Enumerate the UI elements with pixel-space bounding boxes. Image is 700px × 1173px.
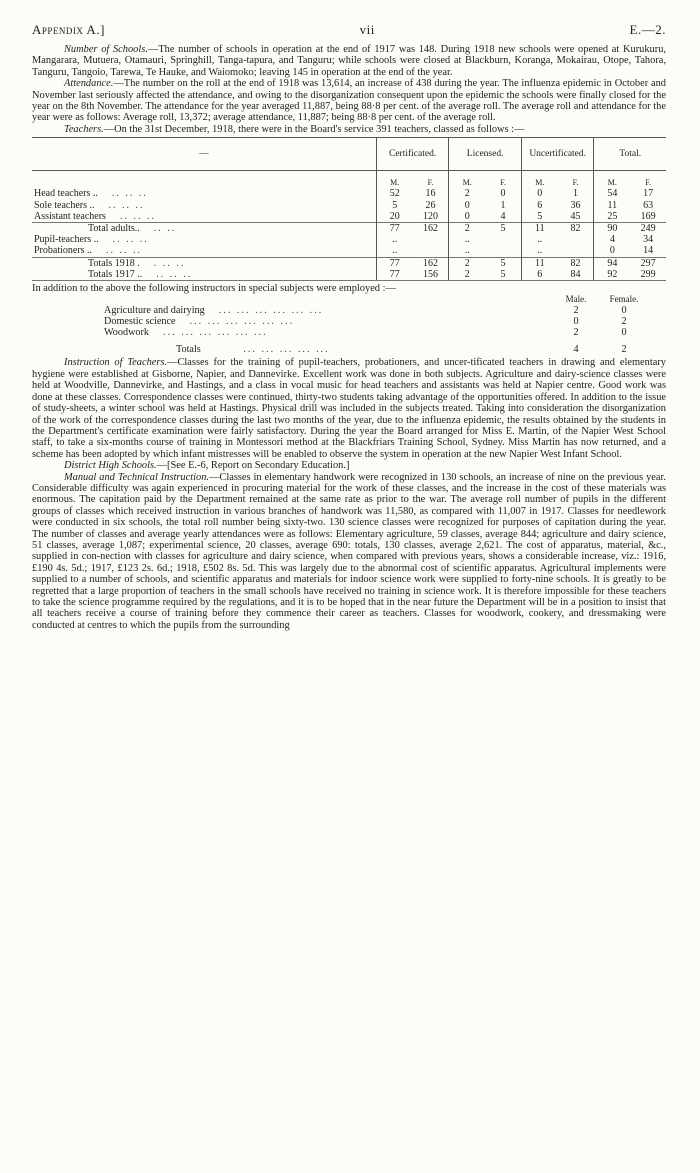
cell-value: 6 <box>521 200 557 211</box>
cell-value: 77 <box>376 269 412 281</box>
leader-dots: .. .. .. <box>111 188 148 200</box>
cell-value: 34 <box>643 234 654 246</box>
cell-value <box>485 234 521 245</box>
col-licensed: Licensed. <box>449 138 522 171</box>
cell-value: 17 <box>643 188 654 200</box>
cell-value: .. <box>449 234 485 245</box>
report-code: E.—2. <box>629 22 666 37</box>
list-item <box>104 305 648 316</box>
instructors-table <box>104 294 648 355</box>
cell-value: .. <box>376 245 412 257</box>
cell-value: 156 <box>413 269 449 281</box>
cell-value: 5 <box>521 211 557 223</box>
text-district: —[See E.-6, Report on Secondary Education.] <box>156 460 350 472</box>
cell-value: 297 <box>630 257 666 269</box>
cell-value: 11 <box>521 257 557 269</box>
female-count: 0 <box>621 327 627 339</box>
cell-value: 5 <box>485 269 521 281</box>
text-attendance: —The number on the roll at the end of 1918 was 13,614, an increase of 438 during the year. The influenza epidemic in October and November last seriously affected the attendance, and owing to the disorganization consequent upon the epidemic the schools were finally closed for the year on the 8th November. The attendance for the year averaged 11,887, being 88·8 per cent. of the average roll. The average roll and attendance for the year were as follows: Average roll, 13,372; average attendance, 11,887; being 88·8 per cent. of the average roll. <box>32 78 666 124</box>
leader-dots: ... ... ... ... ... <box>243 344 330 356</box>
paragraph-district <box>32 460 666 471</box>
page-number: vii <box>359 22 375 37</box>
col-female: Female. <box>609 294 639 305</box>
table-row <box>32 257 666 269</box>
cell-value: 82 <box>558 257 594 269</box>
cell-value: 92 <box>594 269 630 281</box>
cell-value: 5 <box>485 257 521 269</box>
cell-value: 90 <box>594 223 630 235</box>
paragraph-teachers <box>32 124 666 135</box>
cell-value <box>558 234 594 245</box>
total-female: 2 <box>621 344 627 356</box>
sub-m: M. <box>521 171 557 189</box>
lead-attendance: Attendance. <box>64 78 114 90</box>
cell-value <box>558 245 594 257</box>
lead-teachers: Teachers. <box>64 123 104 135</box>
cell-value: 1 <box>500 199 506 211</box>
cell-value: 63 <box>643 199 654 211</box>
cell-value: 162 <box>413 257 449 269</box>
col-certificated: Certificated. <box>376 138 449 171</box>
text-teachers: —On the 31st December, 1918, there were in the Board's service 391 teachers, classed as follows :— <box>103 123 525 135</box>
male-count: 0 <box>573 316 579 328</box>
appendix-label: Appendix A.] <box>32 22 105 37</box>
running-head <box>32 22 666 44</box>
instructors-total-row <box>104 338 648 355</box>
leader-dots: ... ... ... ... ... ... <box>189 316 295 328</box>
row-label: Pupil-teachers .. <box>34 234 99 246</box>
leader-dots: .. .. .. <box>112 234 149 246</box>
totals-label: Totals <box>176 344 201 356</box>
cell-value: 20 <box>376 211 412 223</box>
text-schools: —The number of schools in operation at the end of 1917 was 148. During 1918 new schools were opened at Kurukuru, Mangarara, Mutuera, Otamauri, Springhill, Tanga-tapura, and Tanguru; while schools were closed at Blackburn, Koranga, Mokairau, Otope, Tahora, Tanguru, Tangoio, Tarewa, Te Hauke, and Waiomoko; leaving 145 in operation at the end of the year. <box>32 44 666 78</box>
cell-value: 4 <box>500 210 506 222</box>
male-count: 2 <box>573 327 579 339</box>
cell-value: 36 <box>570 199 581 211</box>
female-count: 2 <box>621 316 627 328</box>
cell-value: 11 <box>521 223 557 235</box>
cell-value: 0 <box>594 245 630 257</box>
cell-value: 5 <box>376 200 412 211</box>
leader-dots: .. .. .. <box>156 268 193 280</box>
table-row <box>32 200 666 211</box>
leader-dots: .. .. .. <box>106 245 143 257</box>
document-page <box>32 22 666 631</box>
row-label: Probationers .. <box>34 245 93 257</box>
sub-f: F. <box>427 178 434 188</box>
cell-value: 54 <box>594 188 630 199</box>
table-corner: — <box>32 138 376 171</box>
cell-value: 0 <box>521 188 557 199</box>
text-instruction: —Classes for the training of pupil-teachers, probationers, and uncer-tificated teachers in drawing and elementary hygiene were established at Gisborne, Napier, and Dannevirke. Excellent work was done in both subjects. Agriculture and dairy-science classes were held at Woodville, Dannevirke, and Hastings, and a class in vocal music for head teachers and assistants was held at Napier centre. Good work was done at these classes. Correspondence classes were continued, thirty-two students taking advantage of the opportunities offered. In addition to the issue of study-sheets, a winter school was held at Hastings. Physical drill was included in the subjects treated. Taking into consideration the disorganization of the work of the correspondence classes during the last two months of the year, due to the influenza epidemic, the results obtained by the students in the Department's certificate examination were fairly satisfactory. During the year the Board arranged for Miss E. Martin, of the Napier West School staff, to take a six-months course of training in Montessori method at the Blackfriars Training School, Sydney. Miss Martin has now returned, and a scheme has been adopted by which infant mistresses will be enabled to observe the system in operation at the new Napier West Infant School. <box>32 357 666 460</box>
paragraph-instruction <box>32 357 666 460</box>
text-manual: —Classes in elementary handwork were recognized in 130 schools, an increase of nine on the previous year. Considerable difficulty was again experienced in procuring material for the work of these classes, and the increase in the cost of these materials was enormous. The capitation paid by the Department remained at the same rate as prior to the war. The average roll number of pupils in the different groups of classes which received instruction in various branches of handwork was 11,580, as compared with 11,007 in 1917. Classes for needlework were conducted in six schools, the total roll number being sixty-two. 130 science classes were recognized for purposes of capitation during the year. The number of classes and average yearly attendances were as follows: Elementary agriculture, 59 classes, average 844; agriculture and dairy science, 51 classes, average 1,087; experimental science, 20 classes, average 690: totals, 130 classes, average 2,621. The cost of apparatus, material, &c., supplied in con-nection with classes for agriculture and dairy science, when compared with previous years, shows a considerable increase, viz.: 1916, £190 4s. 5d.; 1917, £123 2s. 6d.; 1918, £502 8s. 5d. This was largely due to the abnormal cost of scientific apparatus. Agricultural implements were supplied to a number of schools, and scientific apparatus and materials for indoor science work were supplied to forty-nine schools. It is greatly to be regretted that a large proportion of teachers in the small schools have received no training in science work. It is therefore impossible for these teachers to take the science programme required by the regulations, and it is to be hoped that in the near future the Department will be in a position to insist that all teachers receive a course of training before they commence their career as teachers. Classes for woodwork, cookery, and dressmaking were conducted at centres to which the pupils from the surrounding <box>32 471 666 631</box>
cell-value: 120 <box>422 210 438 222</box>
table-row <box>32 211 666 223</box>
leader-dots: . .. .. <box>153 257 186 269</box>
subject-name: Domestic science <box>104 316 176 328</box>
row-label: Totals 1917 .. <box>88 268 143 280</box>
cell-value: 2 <box>449 257 485 269</box>
cell-value: .. <box>521 234 557 245</box>
sub-m: M. <box>376 171 412 189</box>
cell-value: 25 <box>594 211 630 223</box>
cell-value: 26 <box>425 199 436 211</box>
cell-value: 82 <box>558 223 594 235</box>
leader-dots: ... ... ... ... ... ... <box>218 305 324 317</box>
cell-value: 2 <box>449 188 485 199</box>
cell-value: 16 <box>425 188 436 200</box>
cell-value: 249 <box>630 223 666 235</box>
male-count: 2 <box>573 305 579 317</box>
female-count: 0 <box>621 305 627 317</box>
cell-value <box>485 245 521 257</box>
sub-f: F. <box>645 178 651 188</box>
paragraph-manual <box>32 472 666 632</box>
cell-value: 52 <box>376 188 412 199</box>
sub-f: F. <box>572 178 579 188</box>
row-label: Sole teachers .. <box>34 199 95 211</box>
row-label: Total adults.. <box>88 223 140 235</box>
cell-value: 77 <box>376 223 412 235</box>
cell-value: 2 <box>449 223 485 235</box>
leader-dots: ... ... ... ... ... ... <box>163 327 268 339</box>
row-label: Assistant teachers <box>34 210 106 222</box>
cell-value: 0 <box>449 211 485 223</box>
list-item <box>104 327 648 338</box>
cell-value: 45 <box>570 210 581 222</box>
subject-name: Woodwork <box>104 327 150 339</box>
table-row <box>32 188 666 199</box>
lead-instruction: Instruction of Teachers. <box>64 357 168 369</box>
col-male: Male. <box>565 294 587 305</box>
text-instructors-intro: In addition to the above the following instructors in special subjects were employed :— <box>32 283 396 295</box>
cell-value: 169 <box>640 210 656 222</box>
leader-dots: .. .. .. <box>119 210 156 222</box>
col-uncertificated: Uncertificated. <box>521 138 594 171</box>
paragraph-instructors-intro <box>32 283 666 294</box>
teachers-table <box>32 137 666 281</box>
cell-value <box>413 234 449 245</box>
cell-value: .. <box>376 234 412 245</box>
table-row <box>32 245 666 257</box>
lead-district: District High Schools. <box>64 460 157 472</box>
paragraph-attendance <box>32 78 666 124</box>
instructors-header-row <box>104 294 648 305</box>
sub-m: M. <box>594 171 630 189</box>
list-item <box>104 316 648 327</box>
sex-subheader-row <box>32 171 666 189</box>
cell-value: 0 <box>449 200 485 211</box>
cell-value: 162 <box>413 223 449 235</box>
cell-value: 6 <box>521 269 557 281</box>
table-row <box>32 234 666 245</box>
cell-value: 11 <box>594 200 630 211</box>
cell-value: 0 <box>500 188 506 200</box>
cell-value: .. <box>449 245 485 257</box>
cell-value <box>413 245 449 257</box>
row-label: Head teachers .. <box>34 188 98 200</box>
row-label: Totals 1918 . <box>88 257 140 269</box>
leader-dots: .. .. <box>153 223 177 235</box>
table-row <box>32 269 666 281</box>
table-row <box>32 223 666 235</box>
paragraph-schools <box>32 44 666 78</box>
cell-value: 84 <box>558 269 594 281</box>
cell-value: 94 <box>594 257 630 269</box>
sub-f: F. <box>500 178 506 188</box>
cell-value: 1 <box>573 188 579 200</box>
lead-manual: Manual and Technical Instruction. <box>64 471 209 483</box>
cell-value: .. <box>521 245 557 257</box>
cell-value: 299 <box>630 269 666 281</box>
cell-value: 4 <box>594 234 630 245</box>
cell-value: 2 <box>449 269 485 281</box>
lead-schools: Number of Schools. <box>64 44 148 55</box>
total-male: 4 <box>573 344 579 356</box>
cell-value: 77 <box>376 257 412 269</box>
cell-value: 14 <box>643 245 654 257</box>
col-total: Total. <box>594 138 666 171</box>
subject-name: Agriculture and dairying <box>104 305 205 317</box>
leader-dots: .. .. .. <box>108 199 145 211</box>
cell-value: 5 <box>485 223 521 235</box>
sub-m: M. <box>449 171 485 189</box>
